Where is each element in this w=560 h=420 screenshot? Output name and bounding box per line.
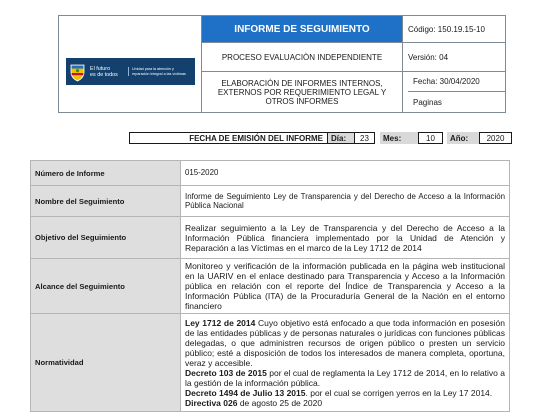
month-value: 10 <box>418 132 443 144</box>
regulation-item <box>185 388 505 398</box>
row-label-report-number: Número de Informe <box>31 161 181 186</box>
row-label-regulations: Normatividad <box>31 314 181 412</box>
logo-slogan-line2: es de todos <box>90 71 118 78</box>
process-name: PROCESO EVALUACIÒN INDEPENDIENTE <box>202 43 402 72</box>
row-label-objective: Objetivo del Seguimiento <box>31 217 181 259</box>
logo-cell <box>59 16 202 112</box>
table-row <box>31 314 510 412</box>
month-label: Mes: <box>380 132 418 144</box>
regulation-item-title: Ley 1712 de 2014 <box>185 317 256 328</box>
table-row <box>31 217 510 259</box>
regulation-item-text: . por el cual se corrigen yerros en la Ley 17 2014. <box>305 387 493 398</box>
regulation-item <box>185 318 505 368</box>
table-row <box>31 161 510 186</box>
day-value: 23 <box>354 132 375 144</box>
document-header <box>58 15 506 113</box>
institution-logo <box>66 58 195 85</box>
regulation-item-title: Decreto 1494 de Julio 13 2015 <box>185 387 306 398</box>
row-value-scope: Monitoreo y verificación de la información publicada en la página web institucional en la UARIV en el enlace destinado para Transparencia y Acceso a la Información pública en relación con el reporte del Índice de Transparencia y Acceso a la Información Pública (ITA) de la Procuraduría General de la Nación en el entorno financiero <box>181 259 510 314</box>
logo-slogan <box>90 66 124 78</box>
regulation-item-title: Decreto 103 de 2015 <box>185 367 267 378</box>
year-label: Año: <box>447 132 479 144</box>
emission-date-title: FECHA DE EMISIÓN DEL INFORME <box>129 132 328 144</box>
row-value-report-number: 015-2020 <box>181 161 510 186</box>
row-label-followup-name: Nombre del Seguimiento <box>31 186 181 217</box>
header-middle-column <box>202 16 403 112</box>
document-version: Versión: 04 <box>403 43 505 72</box>
regulation-item-text: por el cual de reglamenta la Ley 1712 de 2014, en lo relativo a la gestión de la información pública. <box>185 367 505 388</box>
row-value-objective: Realizar seguimiento a la Ley de Transparencia y del Derecho de Acceso a la Información Pública financiera implementado por la Unidad de Atención y Reparación a las Víctimas en el marco de la Ley 1712 de 2014 <box>181 217 510 259</box>
row-value-followup-name: Informe de Seguimiento Ley de Transparencia y del Derecho de Acceso a la Información Pública Nacional <box>181 186 510 217</box>
document-date: Fecha: 30/04/2020 <box>408 72 505 92</box>
row-label-scope: Alcance del Seguimiento <box>31 259 181 314</box>
regulation-item-text: Cuyo objetivo está enfocado a que toda información en posesión de las entidades públicas y de personas naturales o jurídicas con funciones públicas delegadas, o que administren recursos de origen público o presten un servicio público; esté a disposición de todos los interesados de manera completa, oportuna, veraz y accesible. <box>185 317 505 368</box>
date-pages-cell <box>403 72 505 112</box>
year-value: 2020 <box>479 132 512 144</box>
table-row <box>31 186 510 217</box>
process-description: ELABORACIÓN DE INFORMES INTERNOS, EXTERNOS POR REQUERIMIENTO LEGAL Y OTROS INFORMES <box>217 78 387 106</box>
table-row <box>31 259 510 314</box>
coat-of-arms-icon <box>69 62 86 82</box>
report-title: INFORME DE SEGUIMIENTO <box>202 16 402 43</box>
day-label: Día: <box>328 132 354 144</box>
regulation-item <box>185 368 505 388</box>
regulation-item-text: de agosto 25 de 2020 <box>237 397 323 408</box>
logo-entity-name: Unidad para la atención y reparación integral a las víctimas <box>128 67 192 76</box>
report-info-table <box>30 160 510 412</box>
header-right-column <box>403 16 505 112</box>
document-code: Código: 150.19.15-10 <box>403 16 505 43</box>
row-value-regulations <box>181 314 510 412</box>
document-pages: Paginas <box>413 97 442 107</box>
regulation-item-title: Directiva 026 <box>185 397 238 408</box>
logo-slogan-line1: El futuro <box>90 65 111 72</box>
regulation-item <box>185 398 505 408</box>
